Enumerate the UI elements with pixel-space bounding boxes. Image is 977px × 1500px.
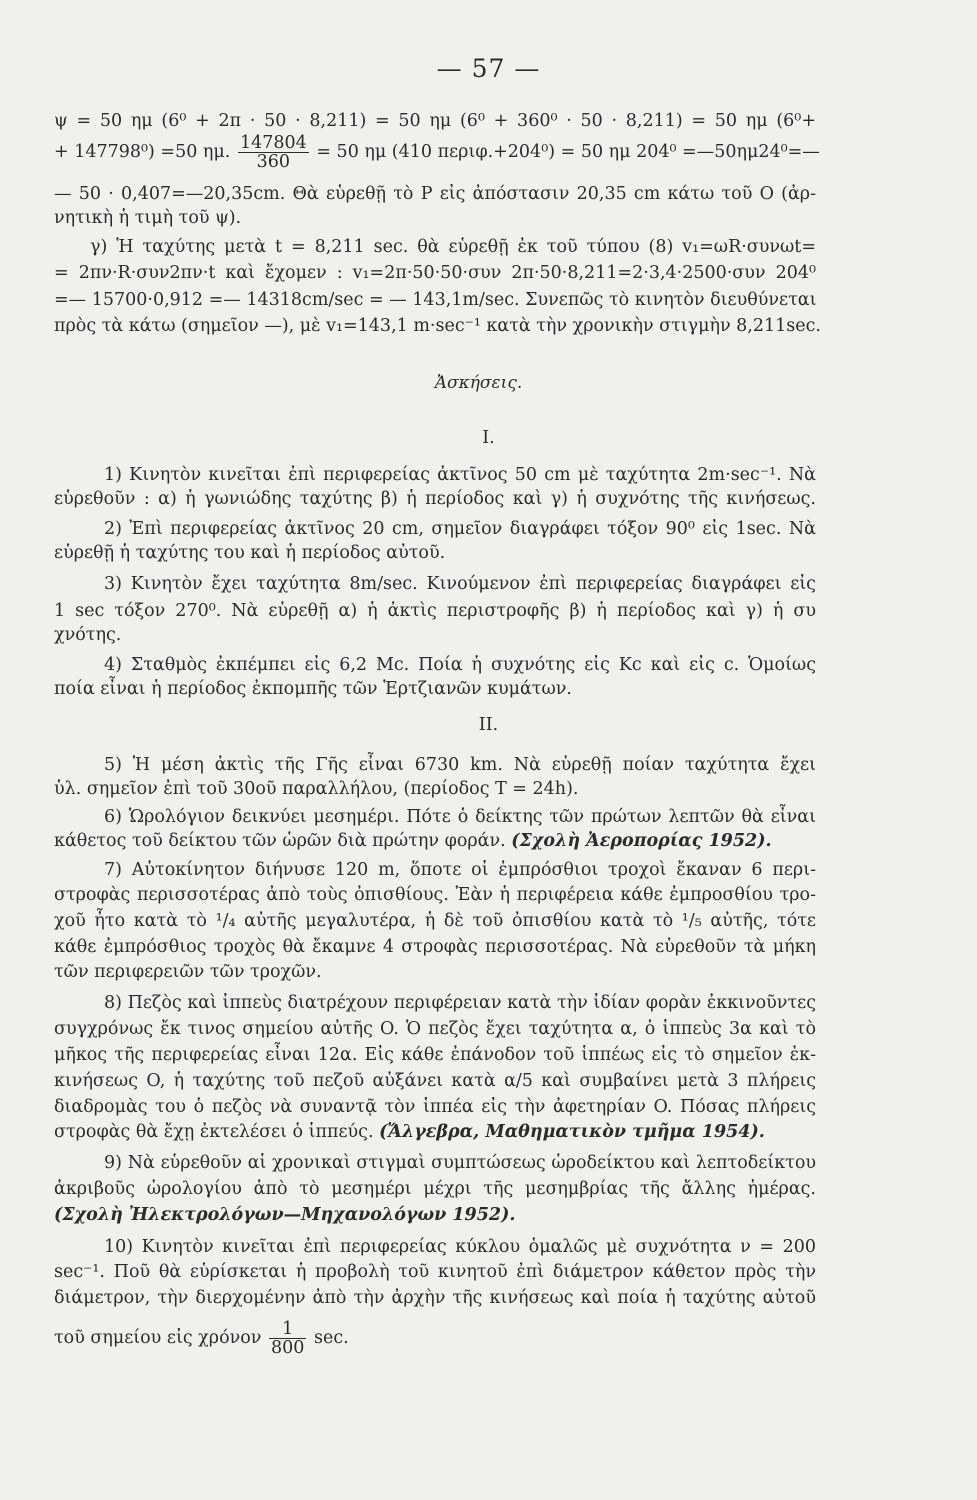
page-number: — 57 — <box>436 54 541 83</box>
solution-line-1: ψ = 50 ημ (6⁰ + 2π · 50 · 8,211) = 50 ημ (6⁰ + 360⁰ · 50 · 8,211) = 50 ημ (6⁰+ <box>54 111 816 131</box>
section-heading-1: I. <box>482 428 495 448</box>
solution-line-7: πρὸς τὰ κάτω (σημεῖον —), μὲ v₁=143,1 m·sec⁻¹ κατὰ τὴν χρονικὴν στιγμὴν 8,211sec. <box>54 316 821 336</box>
exercise-7-line-1: 7) Αὐτοκίνητον διήνυσε 120 m, ὅποτε οἱ ἐμπρόσθιοι τροχοὶ ἔκαναν 6 περι- <box>104 860 816 880</box>
exercise-10-fraction <box>269 1320 306 1357</box>
exercise-8-line-1: 8) Πεζὸς καὶ ἱππεὺς διατρέχουν περιφέρειαν κατὰ τὴν ἰδίαν φορὰν ἐκκινοῦντες <box>104 993 816 1013</box>
exercise-7-line-2: στροφὰς περισσοτέρας ἀπὸ τοὺς ὀπισθίους. Ἐὰν ἡ περιφέρεια κάθε ἐμπροσθίου τρο- <box>54 885 816 905</box>
exercise-8-line-4: κινήσεως O, ἡ ταχύτης τοῦ πεζοῦ αὐξάνει κατὰ α/5 καὶ συμβαίνει μετὰ 3 πλήρεις <box>54 1071 816 1091</box>
solution-line-5: = 2πν·R·συν2πν·t καὶ ἔχομεν : v₁=2π·50·50·συν 2π·50·8,211=2·3,4·2500·συν 204⁰ <box>54 263 816 283</box>
solution-line-2: — 50 · 0,407=—20,35cm. Θὰ εὑρεθῇ τὸ P εἰς ἀπόστασιν 20,35 cm κάτω τοῦ O (ἀρ- <box>54 184 816 204</box>
exercise-8-line-6 <box>54 1121 816 1143</box>
exercise-6-text: κάθετος τοῦ δείκτου τῶν ὡρῶν διὰ πρώτην φοράν. <box>54 831 506 851</box>
exercise-9-line-2: ἀκριβοῦς ὡρολογίου ἀπὸ τὸ μεσημέρι μέχρι τῆς μεσημβρίας τῆς ἄλλης ἡμέρας. <box>54 1179 816 1199</box>
exercise-10-fraction-after: sec. <box>313 1328 349 1348</box>
exercise-10-line-3: διάμετρον, τὴν διερχομένην ἀπὸ τὴν ἀρχὴν τῆς κινήσεως καὶ ποία ἡ ταχύτης αὐτοῦ <box>54 1288 816 1308</box>
solution-line-6: =— 15700·0,912 =— 14318cm/sec = — 143,1m/sec. Συνεπῶς τὸ κινητὸν διευθύνεται <box>54 290 817 310</box>
exercise-10-line-1: 10) Κινητὸν κινεῖται ἐπὶ περιφερείας κύκλου ὁμαλῶς μὲ συχνότητα ν = 200 <box>104 1237 816 1257</box>
exercise-5-line-2: ὑλ. σημεῖον ἐπὶ τοῦ 30οῦ παραλλήλου, (περίοδος T = 24h). <box>54 779 579 799</box>
exercise-9-line-1: 9) Νὰ εὑρεθοῦν αἱ χρονικαὶ στιγμαὶ συμπτώσεως ὡροδείκτου καὶ λεπτοδείκτου <box>104 1153 816 1173</box>
exercise-6-line-2 <box>54 830 816 852</box>
exercise-9-source: (Σχολὴ Ἠλεκτρολόγων—Μηχανολόγων 1952). <box>54 1205 516 1225</box>
exercise-8-text: στροφὰς θὰ ἔχῃ ἐκτελέσει ὁ ἱππεύς. <box>54 1122 374 1142</box>
exercise-6-line-1: 6) Ὡρολόγιον δεικνύει μεσημέρι. Πότε ὁ δείκτης τῶν πρώτων λεπτῶν θὰ εἶναι <box>104 807 816 827</box>
exercise-3-line-1: 3) Κινητὸν ἔχει ταχύτητα 8m/sec. Κινούμενον ἐπὶ περιφερείας διαγράφει εἰς <box>104 574 816 594</box>
fraction-line-after: = 50 ημ (410 περιφ.+204⁰) = 50 ημ 204⁰ =—50ημ24⁰=— <box>316 142 820 162</box>
section-heading-2: II. <box>478 715 499 735</box>
exercise-10-fraction-before: τοῦ σημείου εἰς χρόνον <box>54 1328 262 1348</box>
exercise-7-line-4: κάθε ἐμπρόσθιος τροχὸς θὰ ἔκαμνε 4 στροφὰς περισσοτέρας. Νὰ εὑρεθοῦν τὰ μήκη <box>54 937 816 957</box>
fraction <box>238 134 309 171</box>
exercises-heading: Ἀσκήσεις. <box>434 373 523 393</box>
exercise-7-line-3: χοῦ ἦτο κατὰ τὸ ¹/₄ αὐτῆς μεγαλυτέρα, ἡ δὲ τοῦ ὀπισθίου κατὰ τὸ ¹/₅ αὐτῆς, τότε <box>54 911 816 931</box>
exercise-6-source: (Σχολὴ Ἀεροπορίας 1952). <box>511 831 772 851</box>
exercise-4-line-2: ποία εἶναι ἡ περίοδος ἐκπομπῆς τῶν Ἑρτζιανῶν κυμάτων. <box>54 679 572 699</box>
exercise-5-line-1: 5) Ἡ μέση ἀκτὶς τῆς Γῆς εἶναι 6730 km. Νὰ εὑρεθῇ ποίαν ταχύτητα ἔχει <box>104 755 816 775</box>
fraction-denominator: 360 <box>256 152 291 172</box>
exercise-1-line-2: εὑρεθοῦν : α) ἡ γωνιώδης ταχύτης β) ἡ περίοδος καὶ γ) ἡ συχνότης τῆς κινήσεως. <box>54 489 816 509</box>
exercise-10-fraction-denominator: 800 <box>271 1338 305 1358</box>
exercise-4-line-1: 4) Σταθμὸς ἐκπέμπει εἰς 6,2 Mc. Ποία ἡ συχνότης εἰς Kc καὶ εἰς c. Ὁμοίως <box>104 655 816 675</box>
exercise-8-line-5: διαδρομὰς του ὁ πεζὸς νὰ συναντᾷ τὸν ἱππέα εἰς τὴν ἀφετηρίαν O. Πόσας πλήρεις <box>54 1097 816 1117</box>
exercise-2-line-1: 2) Ἐπὶ περιφερείας ἀκτῖνος 20 cm, σημεῖον διαγράφει τόξον 90⁰ εἰς 1sec. Νὰ <box>104 519 816 539</box>
solution-line-4: γ) Ἡ ταχύτης μετὰ t = 8,211 sec. θὰ εὑρεθῇ ἐκ τοῦ τύπου (8) v₁=ωR·συνωt= <box>90 237 816 257</box>
fraction-line-before: + 147798⁰) =50 ημ. <box>54 142 231 162</box>
exercise-3-line-2: 1 sec τόξον 270⁰. Νὰ εὑρεθῇ α) ἡ ἀκτὶς περιστροφῆς β) ἡ περίοδος καὶ γ) ἡ συ <box>54 601 816 621</box>
exercise-2-line-2: εὑρεθῇ ἡ ταχύτης του καὶ ἡ περίοδος αὐτοῦ. <box>54 543 446 563</box>
exercise-3-line-3: χνότης. <box>54 625 122 645</box>
exercise-10-line-2: sec⁻¹. Ποῦ θὰ εὑρίσκεται ἡ προβολὴ τοῦ κινητοῦ ἐπὶ διάμετρον κάθετον πρὸς τὴν <box>54 1262 816 1282</box>
exercise-1-line-1: 1) Κινητὸν κινεῖται ἐπὶ περιφερείας ἀκτῖνος 50 cm μὲ ταχύτητα 2m·sec⁻¹. Νὰ <box>104 465 816 485</box>
exercise-10-fraction-numerator: 1 <box>269 1320 306 1339</box>
solution-fraction-line <box>54 134 820 171</box>
exercise-10-fraction-line <box>54 1320 349 1357</box>
solution-line-3: νητικὴ ἡ τιμὴ τοῦ ψ). <box>54 208 242 228</box>
exercise-8-line-3: μῆκος τῆς περιφερείας εἶναι 12α. Εἰς κάθε ἐπάνοδον τοῦ ἱππέως εἰς τὸ σημεῖον ἐκ- <box>54 1045 816 1065</box>
exercise-7-line-5: τῶν περιφερειῶν τῶν τροχῶν. <box>54 962 322 982</box>
exercise-8-source: (Ἄλγεβρα, Μαθηματικὸν τμῆμα 1954). <box>379 1122 765 1142</box>
fraction-numerator: 147804 <box>239 133 307 153</box>
exercise-8-line-2: συγχρόνως ἔκ τινος σημείου αὐτῆς O. Ὁ πεζὸς ἔχει ταχύτητα α, ὁ ἱππεὺς 3α καὶ τὸ <box>54 1019 816 1039</box>
